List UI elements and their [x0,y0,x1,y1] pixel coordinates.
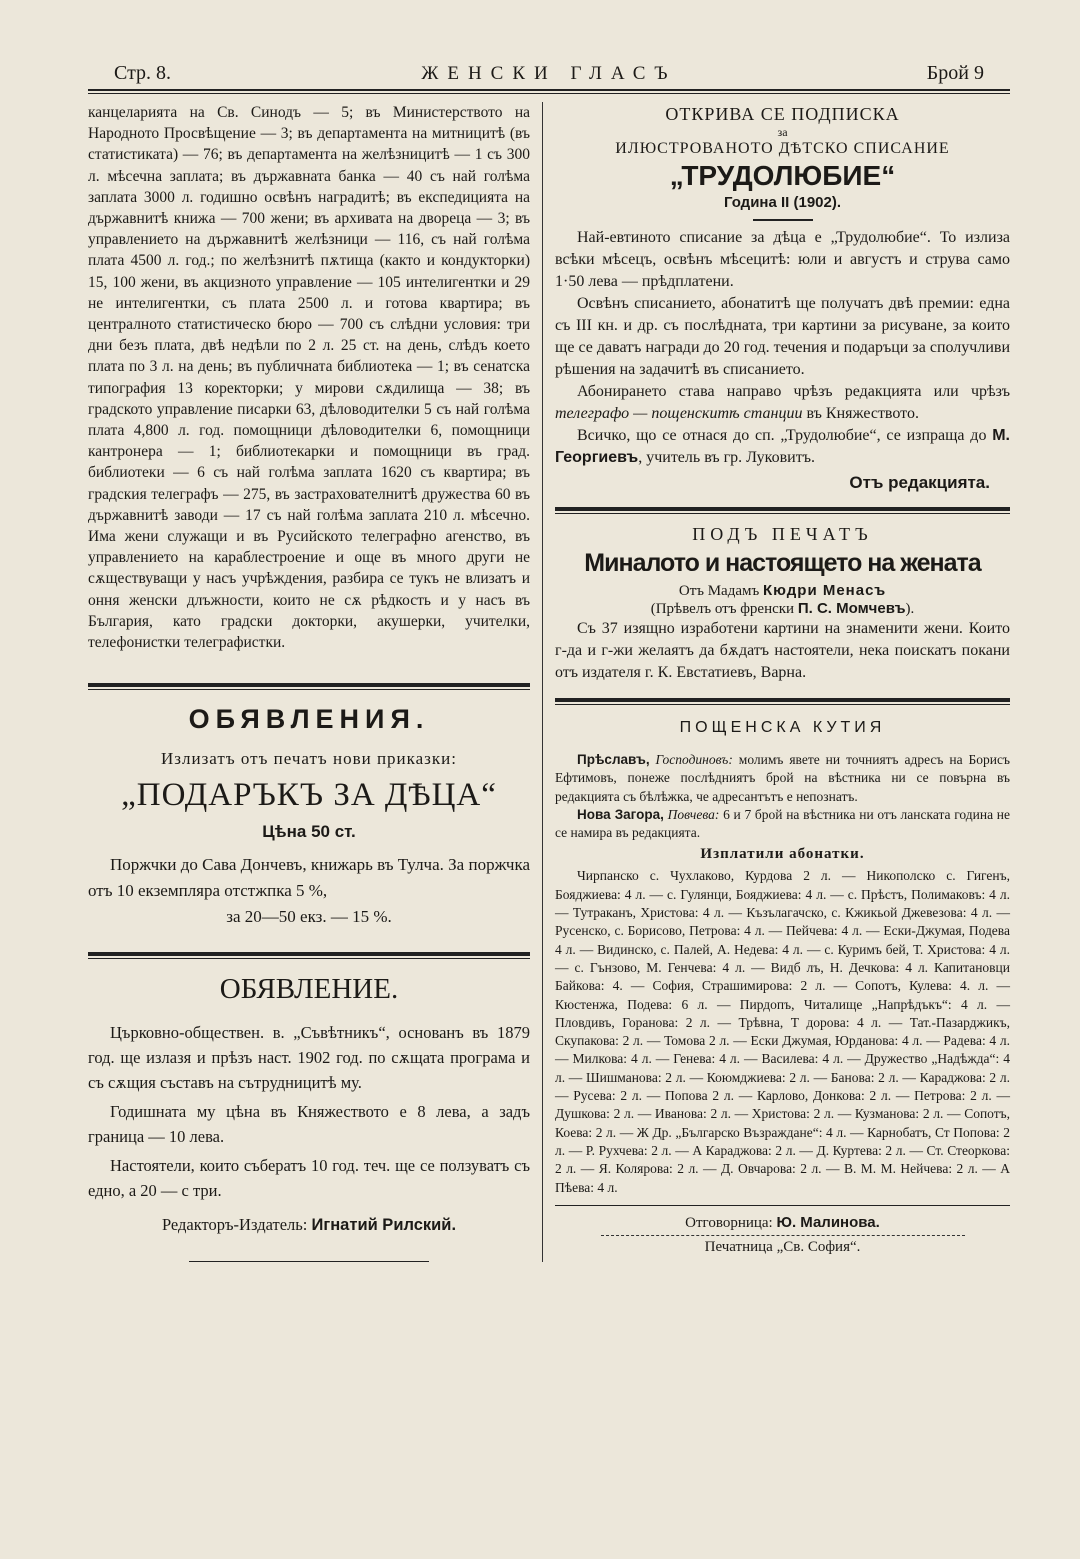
press-heading: ПОДЪ ПЕЧАТЪ [692,524,873,544]
responsible-name: Ю. Малинова. [776,1213,880,1231]
newspaper-title: ЖЕНСКИ ГЛАСЪ [421,63,677,84]
subs-text-italic: телеграфо — пощенскитѣ станции [555,405,803,422]
section-rule [555,507,1010,514]
ad2-paragraph: Настоятели, които събератъ 10 год. теч. ще се ползуватъ съ едно, а 20 — с три. [88,1156,530,1201]
magazine-year: Година II (1902). [723,194,842,211]
magazine-title: „ТРУДОЛЮБИЕ“ [669,160,896,191]
mailbox-name: Повчева: [663,806,720,822]
paid-subscribers-list: Чирпанско с. Чухлаково, Курдова 2 л. — Никополско с. Гигенъ, Бояджиева: 4 л. — с. Гулянци, Бояджиева: 4 л. — с. Прѣстъ, Полимаковъ: 4 л. — Тутраканъ, Христова: 4 л. — Къзълагачско, с. Кжикьой Джевезова: 4 л. — Русенско, с. Борисово, Петрова: 4 л. — Пейчева: 4 л. — Ески-Джумая, Подева 4 л. — Видинско, с. Палей, А. Недева: 4 л. — с. Куримъ бей, Т. Христова: 4 л. — с. Гънзово, М. Генчева: 4 л. — Видб лъ, Н. Дечкова: 4 л. Капитановци Байкова: 4. — София, Страшимирова: 2 л. — Сопотъ, Кулева: 4. л. — Кюстенжа, Подева: 6 л. — Пирдопъ, Читалище „Напрѣдъкъ“: 4 л. — Пловдивъ, Горанова: 2 л. — Трѣвна, Т дорова: 4 л. — Тат.-Пазарджикъ, Скупакова: 2 л. — Томова 2 л. — Ески Джумая, Юрданова: 4 л. — Радева: 4 л. — Милкова: 4 л. — Генева: 4 л. — Василева: 4 л. — Дружество „Надѣжда“: 4 л. — Шишманова: 2 л. — Коюмджиева: 2 л. — Банова: 2 л. — Караджова: 2 л. — Русева: 2 л. — Попова 2 л. — Карлово, Донкова: 2 л. — Петрова: 2 л. — Душкова: 2 л. — Иванова: 2 л. — Христова: 2 л. — Кузманова: 2 л. — Сопотъ, Коева: 2 л. — Ж Др. „Българско Възраждане“: 4 л. — Карнобатъ, Ст Попова: 2 л. — Р. Рухчева: 2 л. — А Караджова: 2 л. — Д. Куртева: 2 л. — Ст. Стеоркова: 2 л. — Я. Колярова: 2 л. — Д. Овчарова: 2 л. — В. М. М. Нейчева: 2 л. — А Пѣева: 4 л. [555,868,1010,1195]
subs-paragraph [555,381,1010,425]
section-rule [88,683,530,690]
subs-line1: ОТКРИВА СЕ ПОДПИСКА [665,104,900,124]
under-press-notice [555,524,1010,684]
subs-paragraph: Освѣнъ списанието, абонатитѣ ще получатъ двѣ премии: една съ III кн. и др. съ послѣдната, три картини за рисуване, за които ще се даватъ награди до 20 год. течения и подаръци за сполучливи рѣшения на задачитѣ въ списанието. [555,295,1010,378]
page-number: Стр. 8. [114,62,172,84]
mailbox-heading: ПОЩЕНСКА КУТИЯ [679,719,886,736]
book-author [555,582,1010,600]
ad-intro: Излизатъ отъ печатъ нови приказки: [161,749,457,769]
section-rule [555,698,1010,705]
mailbox-text: 6 и 7 брой на вѣстника ни отъ ланската година не се намира въ редакцията. [555,806,1011,841]
section-rule [88,952,530,959]
author-name: Кюдри Менасъ [763,582,887,599]
book-description: Съ 37 изящно изработени картини на знаменити жени. Които г-да и г-жи желаятъ да бѫдатъ настоятели, нека поискатъ покани отъ издателя г. К. Евстатиевъ, Варна. [555,620,1010,681]
left-column [88,102,543,1262]
printing-house: Печатница „Св. София“. [704,1238,861,1255]
footer-rule [555,1205,1010,1206]
subs-text: Абонирането става направо чрѣзъ редакцията или чрѣзъ [577,383,1010,400]
mailbox-name: Господиновъ: [649,752,733,767]
author-prefix: Отъ Мадамъ [678,583,763,599]
ads-heading: ОБЯВЛЕНИЯ. [188,704,430,735]
mailbox-text: молимъ явете ни точниятъ адресъ на Борисъ Ефтимовъ, понеже послѣдниятъ брой на вѣстника ни се повърна въ редакцията съ бѣлѣжка, че адресантътъ е непознатъ. [555,752,1010,804]
ad2-title: ОБЯВЛЕНИЕ. [219,973,399,1006]
subs-text: въ Княжеството. [802,405,919,422]
editor-name: Игнатий Рилский. [311,1216,457,1235]
issue-number: Брой 9 [926,62,984,84]
mailbox-place: Нова Загора, [577,806,664,822]
subscription-notice [555,104,1010,493]
book-title: Миналото и настоящето на жената [584,549,981,577]
editor-label: Редакторъ-Издатель: [161,1215,308,1235]
ad-title: „ПОДАРЪКЪ ЗА ДѢЦА“ [121,777,497,814]
page-header [88,62,1010,89]
responsible-line [555,1214,1010,1232]
responsible-label: Отговорница: [685,1214,773,1231]
paid-subscribers-heading: Изплатили абонатки. [700,846,865,863]
article-continuation: канцеларията на Св. Синодъ — 5; въ Министерството на Народното Просвѣщение — 3; въ департамента на митницитѣ (въ статистиката) — 76; въ департамента на желѣзницитѣ — 1 съ 300 л. мѣсечна заплата; въ държавната банка — 40 съ най голѣма заплата 3000 л. годишно освѣнъ наградитѣ; въ експедицията на държавнитѣ книжа — 700 жени; въ архивата на двореца — 3; въ управлението на държавнитѣ желѣзници — 116, съ най голѣма плата 4500 л. год.; по желѣзнитѣ пѫтища (както и кондукторки) 15, 100 жени, въ акцизното управление — 105 интелигентки и 29 не интелигентки, съ плата 2500 л. и готова квартира; въ централното статистическо бюро — 700 съ слѣдни условия: три дни безъ плата, двѣ недѣли по 2 л. 25 ст. на день, слѣдъ което плата по 3 л. на день; въ публичната библиотека — 1; въ сенатска типография 13 коректорки; у мирови сѫдилища — 38; въ градското управление писарки 63, дѣловодителки 5 съ най голѣма плата 4,800 л. год. помощници дѣловодителки 6, помощници кантронера — 1; библиотекарки и помощници въ град. библиотеки — 6 съ най голѣма заплата 1620 съ квартира; въ градския телеграфъ — 275, въ застрахователнитѣ дружества 60 въ държавнитѣ заводи — 17 съ най голѣма заплата 210 л. мѣсечно. Има жени служащи и въ Русийското телеграфно агенство, въ управлението на караблестроение и още въ много други не сѫществуващи у насъ учрѣждения, разбира се тукъ не влизатъ и оння женски длъжности, които не сѫ рѣдкость и у насъ въ България, като градски докторки, акушерки, учителки, телефонистки телеграфистки. [88,104,530,652]
subs-paragraph: Най-евтиното списание за дѣца е „Трудолюбие“. То излиза всѣки мѣсецъ, освѣнъ мѣсецитѣ: юли и августъ и струва само 1·50 лева — прѣдплатени. [555,229,1010,290]
mailbox-entry [555,806,1010,843]
ornament-rule [753,219,813,221]
ad2-paragraph: Църковно-обществен. в. „Съвѣтникъ“, основанъ въ 1879 год. ще излазя и прѣзъ наст. 1902 год. по сѫщата програма и съ сѫщия съставъ на сътрудницитѣ му. [88,1023,530,1093]
subs-contact-name: М. Георгиевъ [555,427,1010,466]
subs-line3: ИЛЮСТРОВАНОТО ДѢТСКО СПИСАНИЕ [615,140,950,157]
ad-discount-line: за 20—50 екз. — 15 %. [226,907,392,927]
ad-savetnik [88,973,530,1262]
end-rule [189,1261,429,1262]
book-translator [555,600,1010,618]
header-rule [88,89,1010,94]
subs-signature: Отъ редакцията. [849,473,990,492]
subs-line2: за [777,125,788,139]
ad2-paragraph: Годишната му цѣна въ Княжеството е 8 лева, а задъ границa — 10 лева. [88,1102,530,1147]
subs-text: Всичко, що се отнася до сп. „Трудолюбие“, се изпраща до [577,427,993,444]
footer-wavy-rule [601,1235,965,1236]
editor-line [88,1215,530,1235]
ad-order-line: Поржчки до Сава Дончевъ, книжарь въ Тулча. За поржчка отъ 10 екземпляра отстжпка 5 %, [88,855,530,901]
mailbox-place: Прѣславъ, [577,752,650,767]
subs-paragraph [555,425,1010,469]
ad-podarak [88,749,530,930]
mailbox-section [555,719,1010,1197]
right-column [543,102,1010,1262]
columns [88,102,1010,1262]
mailbox-entry [555,751,1010,806]
translator-suffix: ). [905,601,915,617]
subs-text: , учитель въ гр. Луковитъ. [638,449,815,466]
ad-price: Цѣна 50 ст. [262,822,356,842]
translator-name: П. С. Момчевъ [797,600,906,617]
translator-prefix: (Прѣвелъ отъ френски [650,601,798,617]
